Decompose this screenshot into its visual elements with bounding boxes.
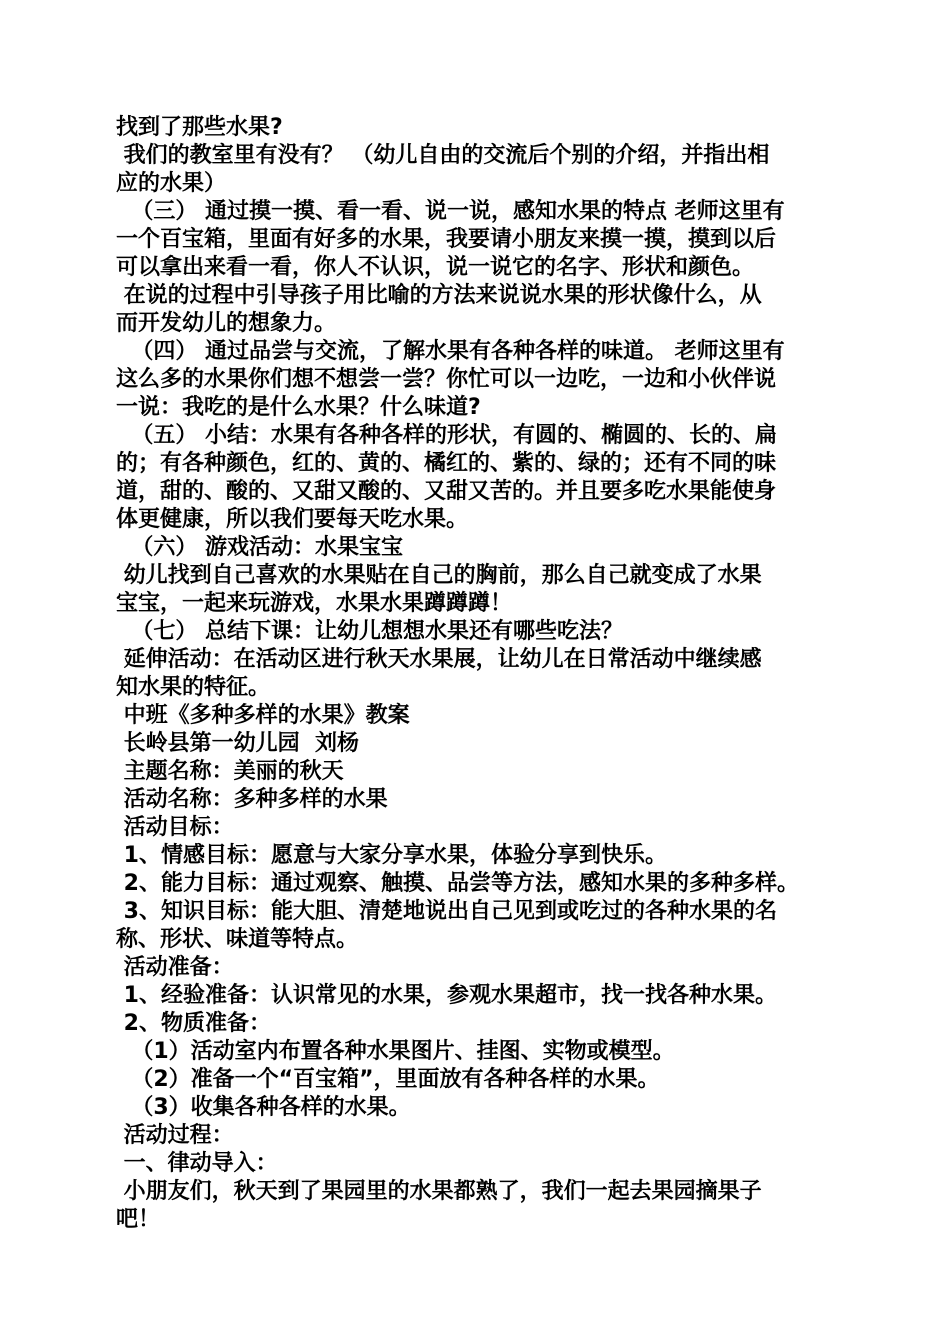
text-line: 小朋友们，秋天到了果园里的水果都熟了，我们一起去果园摘果子	[116, 1179, 762, 1204]
text-line: 体更健康，所以我们要每天吃水果。	[116, 507, 469, 532]
text-line: 宝宝，一起来玩游戏，水果水果蹲蹲蹲！	[116, 591, 513, 616]
text-line: 活动名称：多种多样的水果	[116, 787, 388, 812]
text-line: 2、物质准备：	[116, 1011, 271, 1036]
text-line: 主题名称：美丽的秋天	[116, 759, 344, 784]
text-line: 1、情感目标：愿意与大家分享水果，体验分享到快乐。	[116, 843, 667, 868]
text-line: 活动过程：	[116, 1123, 234, 1148]
text-line: 中班《多种多样的水果》教案	[116, 703, 410, 728]
text-line: 知水果的特征。	[116, 675, 271, 700]
text-line: 幼儿找到自己喜欢的水果贴在自己的胸前，那么自己就变成了水果	[116, 563, 762, 588]
text-line: 一、律动导入：	[116, 1151, 278, 1176]
text-line: 长岭县第一幼儿园 刘杨	[116, 731, 359, 756]
text-line: 活动准备：	[116, 955, 234, 980]
text-line: （五） 小结：水果有各种各样的形状，有圆的、椭圆的、长的、扁	[116, 423, 777, 448]
text-line: 3、知识目标：能大胆、清楚地说出自己见到或吃过的各种水果的名	[116, 899, 777, 924]
text-line: 而开发幼儿的想象力。	[116, 311, 337, 336]
text-line: 可以拿出来看一看，你人不认识，说一说它的名字、形状和颜色。	[116, 255, 755, 280]
text-line: 我们的教室里有没有？ （幼儿自由的交流后个别的介绍，并指出相	[116, 143, 770, 168]
text-line: （七） 总结下课：让幼儿想想水果还有哪些吃法？	[116, 619, 623, 644]
text-line: 找到了那些水果?	[116, 115, 283, 140]
text-line: 延伸活动：在活动区进行秋天水果展，让幼儿在日常活动中继续感	[116, 647, 762, 672]
text-line: 的；有各种颜色，红的、黄的、橘红的、紫的、绿的；还有不同的味	[116, 451, 777, 476]
text-line: 活动目标：	[116, 815, 234, 840]
text-line: 称、形状、味道等特点。	[116, 927, 359, 952]
text-line: （3）收集各种各样的水果。	[116, 1095, 411, 1120]
text-line: 在说的过程中引导孩子用比喻的方法来说说水果的形状像什么，从	[116, 283, 762, 308]
text-line: 1、经验准备：认识常见的水果，参观水果超市，找一找各种水果。	[116, 983, 777, 1008]
text-line: 应的水果）	[116, 171, 227, 196]
text-line: （2）准备一个“百宝箱”，里面放有各种各样的水果。	[116, 1067, 660, 1092]
text-line: 一说：我吃的是什么水果？什么味道?	[116, 395, 481, 420]
text-line: 道，甜的、酸的、又甜又酸的、又甜又苦的。并且要多吃水果能使身	[116, 479, 777, 504]
text-line: 一个百宝箱，里面有好多的水果，我要请小朋友来摸一摸，摸到以后	[116, 227, 777, 252]
text-line: （四） 通过品尝与交流，了解水果有各种各样的味道。 老师这里有	[116, 339, 785, 364]
text-line: 这么多的水果你们想不想尝一尝？你忙可以一边吃，一边和小伙伴说	[116, 367, 777, 392]
text-line: 2、能力目标：通过观察、触摸、品尝等方法，感知水果的多种多样。	[116, 871, 799, 896]
text-line: （六） 游戏活动：水果宝宝	[116, 535, 403, 560]
document-body	[116, 114, 846, 1234]
text-line: 吧！	[116, 1207, 161, 1232]
text-line: （1）活动室内布置各种水果图片、挂图、实物或模型。	[116, 1039, 675, 1064]
text-line: （三） 通过摸一摸、看一看、说一说，感知水果的特点 老师这里有	[116, 199, 785, 224]
